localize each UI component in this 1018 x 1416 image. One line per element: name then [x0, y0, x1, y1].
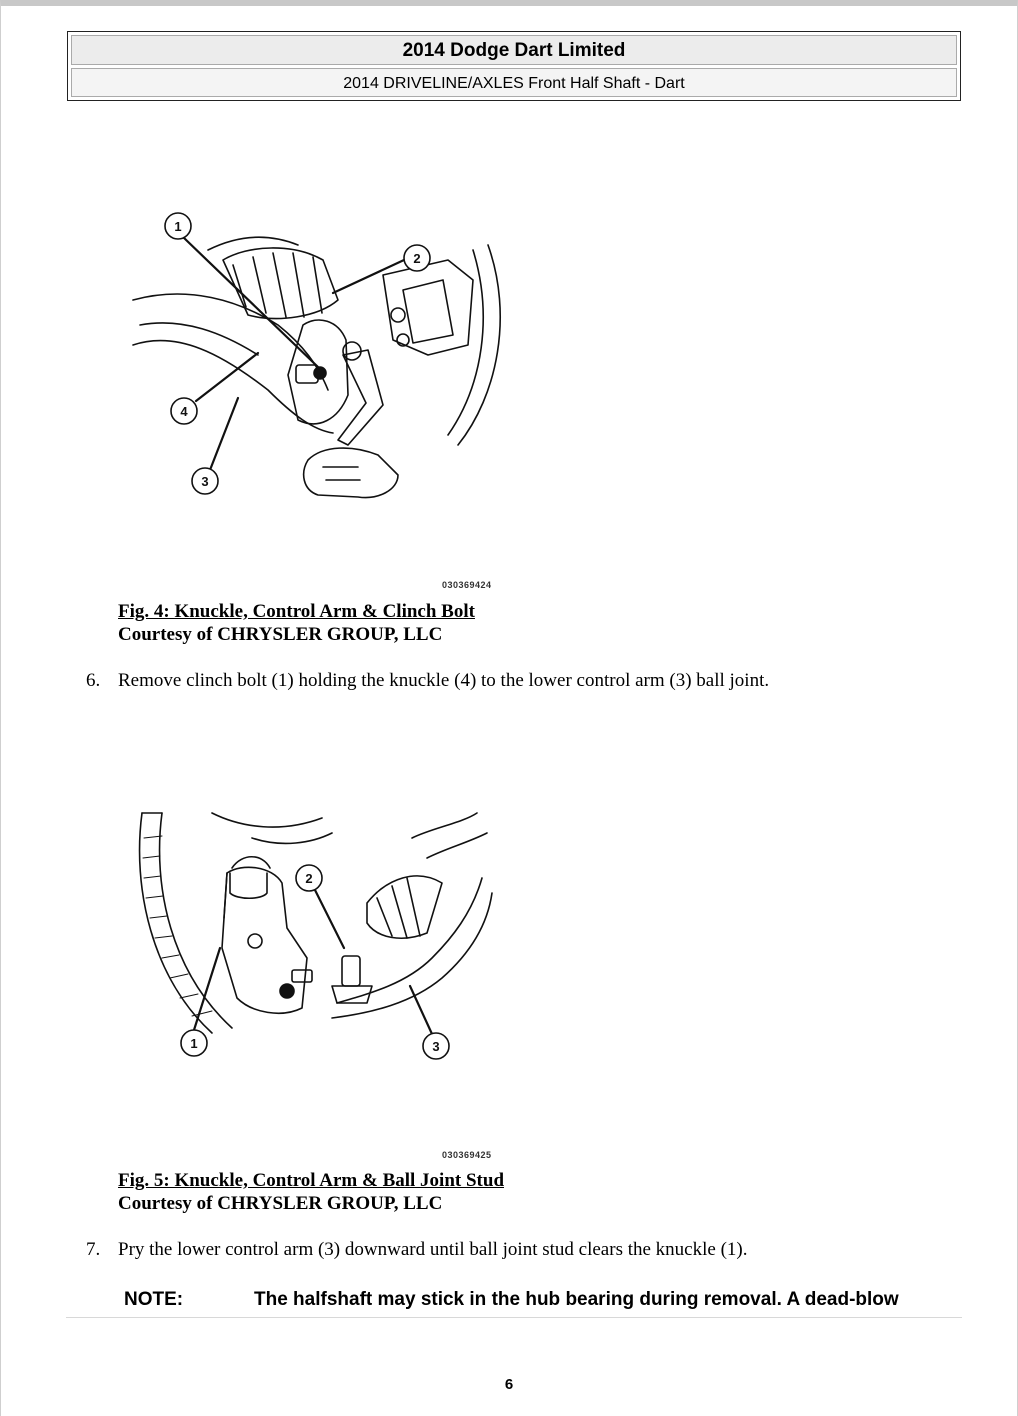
- figure-4-illustration: [128, 205, 508, 505]
- page-divider: [66, 1317, 962, 1318]
- callout-2: 2: [413, 251, 421, 266]
- document-header: [67, 31, 961, 101]
- document-title: 2014 Dodge Dart Limited: [71, 35, 957, 65]
- figure-4-code: 030369424: [442, 580, 492, 590]
- step-7-text: Pry the lower control arm (3) downward until ball joint stud clears the knuckle (1).: [118, 1239, 748, 1260]
- callout-3: 3: [432, 1039, 440, 1054]
- step-6-number: 6.: [86, 670, 101, 691]
- callout-2: 2: [305, 871, 313, 886]
- step-7: [86, 1238, 747, 1262]
- figure-4-title: Fig. 4: Knuckle, Control Arm & Clinch Bolt: [118, 601, 475, 622]
- figure-4-credit: Courtesy of CHRYSLER GROUP, LLC: [118, 624, 443, 645]
- page-number: 6: [504, 1376, 514, 1393]
- note-label: NOTE:: [124, 1289, 184, 1310]
- step-7-number: 7.: [86, 1239, 101, 1260]
- figure-5-title: Fig. 5: Knuckle, Control Arm & Ball Joint Stud: [118, 1170, 505, 1191]
- callout-1: 1: [190, 1036, 198, 1051]
- callout-1: 1: [174, 219, 182, 234]
- step-6: [86, 669, 769, 693]
- figure-4-caption: [118, 600, 475, 646]
- callout-3: 3: [201, 474, 209, 489]
- callout-4: 4: [180, 404, 188, 419]
- figure-5-credit: Courtesy of CHRYSLER GROUP, LLC: [118, 1193, 443, 1214]
- step-6-text: Remove clinch bolt (1) holding the knuckle (4) to the lower control arm (3) ball joint.: [118, 670, 770, 691]
- figure-5-illustration: [132, 808, 502, 1070]
- note-text: The halfshaft may stick in the hub bearing during removal. A dead-blow: [254, 1289, 899, 1310]
- note: [124, 1289, 899, 1311]
- figure-5-code: 030369425: [442, 1150, 492, 1160]
- figure-5-caption: [118, 1169, 504, 1215]
- document-subtitle: 2014 DRIVELINE/AXLES Front Half Shaft - Dart: [71, 68, 957, 97]
